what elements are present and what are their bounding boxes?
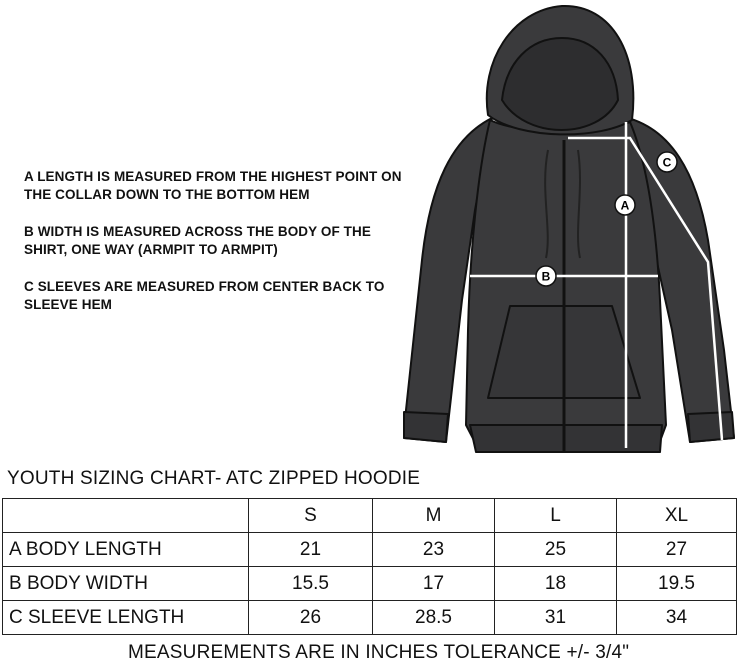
hoodie-body	[466, 120, 666, 452]
table-cell: 19.5	[617, 567, 737, 601]
measurement-instructions	[24, 168, 404, 333]
table-cell: 34	[617, 601, 737, 635]
waistband	[470, 425, 662, 452]
svg-text:A: A	[620, 198, 630, 213]
hoodie-diagram	[390, 0, 740, 460]
marker-a	[615, 195, 635, 215]
sizing-chart-title: YOUTH SIZING CHART- ATC ZIPPED HOODIE	[7, 468, 421, 489]
table-cell: 18	[495, 567, 617, 601]
row-label: A BODY LENGTH	[3, 533, 249, 567]
sizing-table	[2, 498, 737, 635]
table-cell: 28.5	[373, 601, 495, 635]
header-cell: XL	[617, 499, 737, 533]
table-cell: 17	[373, 567, 495, 601]
table-row	[3, 601, 737, 635]
tolerance-note: MEASUREMENTS ARE IN INCHES TOLERANCE +/- 3/4"	[128, 642, 630, 663]
table-row	[3, 533, 737, 567]
right-cuff	[688, 412, 734, 442]
table-cell: 15.5	[249, 567, 373, 601]
row-label: B BODY WIDTH	[3, 567, 249, 601]
svg-text:C: C	[662, 155, 672, 170]
header-cell	[3, 499, 249, 533]
table-cell: 25	[495, 533, 617, 567]
table-header-row	[3, 499, 737, 533]
row-label: C SLEEVE LENGTH	[3, 601, 249, 635]
marker-c	[657, 152, 677, 172]
svg-text:B: B	[541, 269, 551, 284]
left-cuff	[404, 412, 448, 442]
instruction-sleeve: C SLEEVES ARE MEASURED FROM CENTER BACK TO SLEEVE HEM	[24, 279, 385, 312]
table-cell: 23	[373, 533, 495, 567]
table-row	[3, 567, 737, 601]
hoodie-illustration	[404, 6, 734, 452]
table-cell: 27	[617, 533, 737, 567]
table-cell: 31	[495, 601, 617, 635]
header-cell: L	[495, 499, 617, 533]
instruction-length: A LENGTH IS MEASURED FROM THE HIGHEST POINT ON THE COLLAR DOWN TO THE BOTTOM HEM	[24, 169, 402, 202]
header-cell: M	[373, 499, 495, 533]
instruction-width: B WIDTH IS MEASURED ACROSS THE BODY OF THE SHIRT, ONE WAY (ARMPIT TO ARMPIT)	[24, 224, 371, 257]
table-cell: 26	[249, 601, 373, 635]
header-cell: S	[249, 499, 373, 533]
marker-b	[536, 266, 556, 286]
table-cell: 21	[249, 533, 373, 567]
